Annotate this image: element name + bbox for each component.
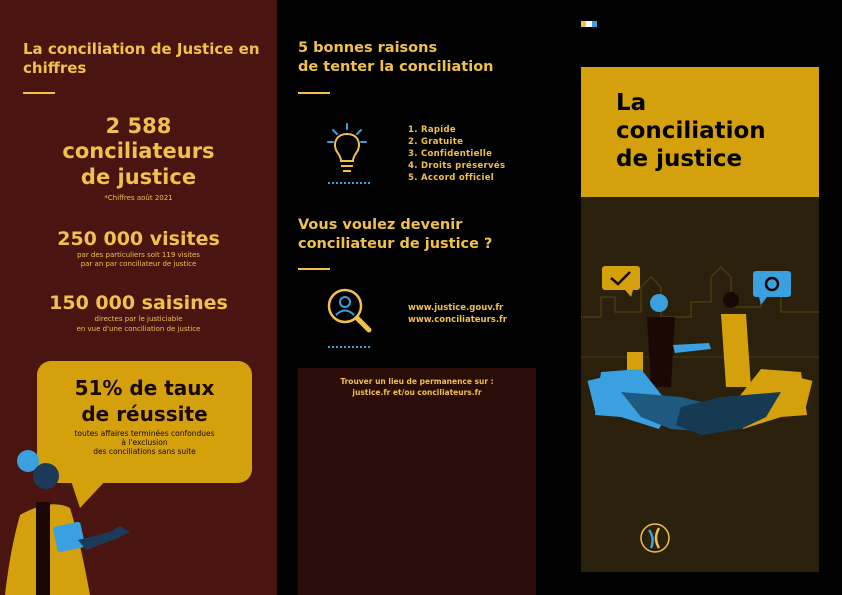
- website-links: [408, 302, 507, 326]
- stat-referrals-desc-2: en vue d'une conciliation de justice: [76, 325, 201, 333]
- become-divider: [298, 268, 330, 270]
- success-rate-line-1: 51% de taux: [74, 376, 215, 400]
- become-title-1: Vous voulez devenir: [298, 217, 463, 233]
- stat-referrals-number: 150 000 saisines: [49, 292, 228, 314]
- profile-search-icon: [325, 286, 381, 342]
- stat-conciliators-label-2: de justice: [80, 165, 197, 189]
- handshake-illustration: [581, 257, 819, 477]
- stat-conciliators-label-1: conciliateurs: [62, 139, 215, 163]
- reason-item: 1. Rapide: [408, 125, 456, 135]
- justice-website-link[interactable]: www.justice.gouv.fr: [408, 303, 504, 313]
- lightbulb-underline: [328, 182, 370, 184]
- woman-with-tablet-illustration: [0, 440, 150, 595]
- reasons-title-1: 5 bonnes raisons: [298, 40, 438, 56]
- reasons-panel: [277, 0, 555, 595]
- stat-visits-desc-1: par des particuliers soit 119 visites: [77, 251, 200, 259]
- reasons-divider: [298, 92, 330, 94]
- reason-item: 3. Confidentielle: [408, 149, 493, 159]
- ministry-logo: [639, 522, 671, 554]
- statistics-title: La conciliation de Justice en chiffres: [23, 40, 260, 77]
- conciliateurs-website-link[interactable]: www.conciliateurs.fr: [408, 315, 507, 325]
- become-title-2: conciliateur de justice ?: [298, 236, 493, 252]
- find-location-line-1: Trouver un lieu de permanence sur :: [340, 377, 494, 386]
- find-location-box: [298, 368, 536, 595]
- reason-item: 4. Droits préservés: [408, 161, 506, 171]
- title-divider: [23, 92, 55, 94]
- success-rate-desc-3: des conciliations sans suite: [93, 447, 196, 456]
- cover-title: La conciliation de justice: [616, 90, 766, 172]
- success-rate-desc-2: à l'exclusion: [121, 438, 168, 447]
- reasons-list: [408, 124, 505, 184]
- stat-visits-desc-2: par an par conciliateur de justice: [80, 260, 197, 268]
- stat-footnote: *Chiffres août 2021: [104, 194, 173, 202]
- find-location-line-2: justice.fr et/ou conciliateurs.fr: [352, 388, 482, 397]
- stat-visits-number: 250 000 visites: [57, 228, 220, 250]
- profile-underline: [328, 346, 370, 348]
- reasons-title-2: de tenter la conciliation: [298, 59, 494, 75]
- stat-conciliators-number: 2 588: [105, 114, 172, 138]
- cover-panel: [555, 0, 842, 595]
- marianne-flag-icon: [581, 21, 597, 27]
- success-rate-line-2: de réussite: [81, 402, 208, 426]
- reason-item: 5. Accord officiel: [408, 173, 495, 183]
- statistics-panel: [0, 0, 277, 595]
- cover-title-block: [581, 67, 819, 197]
- reason-item: 2. Gratuite: [408, 137, 464, 147]
- stat-referrals-desc-1: directes par le justiciable: [94, 315, 183, 323]
- lightbulb-icon: [325, 120, 375, 180]
- cover-card: [581, 67, 819, 572]
- success-rate-desc-1: toutes affaires terminées confondues: [74, 429, 215, 438]
